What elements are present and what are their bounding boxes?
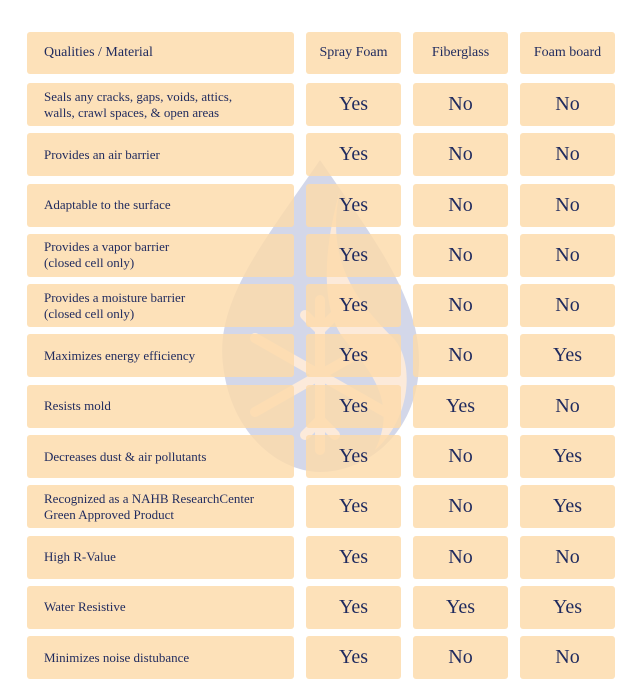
- value-cell-foam-board: No: [520, 536, 615, 579]
- value-cell-spray-foam: Yes: [306, 586, 401, 629]
- quality-cell: Resists mold: [27, 385, 294, 428]
- value-cell-spray-foam: Yes: [306, 334, 401, 377]
- value-cell-spray-foam: Yes: [306, 133, 401, 176]
- value-cell-spray-foam: Yes: [306, 234, 401, 277]
- value-cell-foam-board: No: [520, 284, 615, 327]
- value-cell-foam-board: No: [520, 636, 615, 679]
- value-cell-foam-board: Yes: [520, 334, 615, 377]
- value-cell-fiberglass: No: [413, 536, 508, 579]
- value-cell-spray-foam: Yes: [306, 83, 401, 126]
- quality-cell: Maximizes energy efficiency: [27, 334, 294, 377]
- value-cell-spray-foam: Yes: [306, 284, 401, 327]
- value-cell-foam-board: No: [520, 184, 615, 227]
- value-cell-spray-foam: Yes: [306, 184, 401, 227]
- quality-cell: Provides a vapor barrier (closed cell only): [27, 234, 294, 277]
- value-cell-foam-board: Yes: [520, 586, 615, 629]
- value-cell-fiberglass: Yes: [413, 385, 508, 428]
- quality-cell: Seals any cracks, gaps, voids, attics, walls, crawl spaces, & open areas: [27, 83, 294, 126]
- value-cell-fiberglass: Yes: [413, 586, 508, 629]
- value-cell-foam-board: Yes: [520, 485, 615, 528]
- value-cell-fiberglass: No: [413, 485, 508, 528]
- value-cell-spray-foam: Yes: [306, 435, 401, 478]
- value-cell-foam-board: No: [520, 83, 615, 126]
- value-cell-foam-board: No: [520, 385, 615, 428]
- quality-cell: Water Resistive: [27, 586, 294, 629]
- value-cell-spray-foam: Yes: [306, 636, 401, 679]
- quality-cell: Recognized as a NAHB ResearchCenter Green Approved Product: [27, 485, 294, 528]
- value-cell-fiberglass: No: [413, 334, 508, 377]
- value-cell-foam-board: Yes: [520, 435, 615, 478]
- value-cell-fiberglass: No: [413, 133, 508, 176]
- value-cell-foam-board: No: [520, 133, 615, 176]
- value-cell-spray-foam: Yes: [306, 385, 401, 428]
- value-cell-fiberglass: No: [413, 284, 508, 327]
- header-spray-foam: Spray Foam: [306, 32, 401, 74]
- quality-cell: Provides an air barrier: [27, 133, 294, 176]
- value-cell-fiberglass: No: [413, 184, 508, 227]
- quality-cell: Adaptable to the surface: [27, 184, 294, 227]
- value-cell-fiberglass: No: [413, 636, 508, 679]
- quality-cell: Decreases dust & air pollutants: [27, 435, 294, 478]
- quality-cell: Minimizes noise distubance: [27, 636, 294, 679]
- header-foam-board: Foam board: [520, 32, 615, 74]
- header-qualities: Qualities / Material: [27, 32, 294, 74]
- value-cell-spray-foam: Yes: [306, 536, 401, 579]
- value-cell-fiberglass: No: [413, 435, 508, 478]
- header-fiberglass: Fiberglass: [413, 32, 508, 74]
- value-cell-fiberglass: No: [413, 234, 508, 277]
- value-cell-fiberglass: No: [413, 83, 508, 126]
- comparison-table: [27, 32, 615, 687]
- value-cell-foam-board: No: [520, 234, 615, 277]
- quality-cell: High R-Value: [27, 536, 294, 579]
- value-cell-spray-foam: Yes: [306, 485, 401, 528]
- quality-cell: Provides a moisture barrier (closed cell only): [27, 284, 294, 327]
